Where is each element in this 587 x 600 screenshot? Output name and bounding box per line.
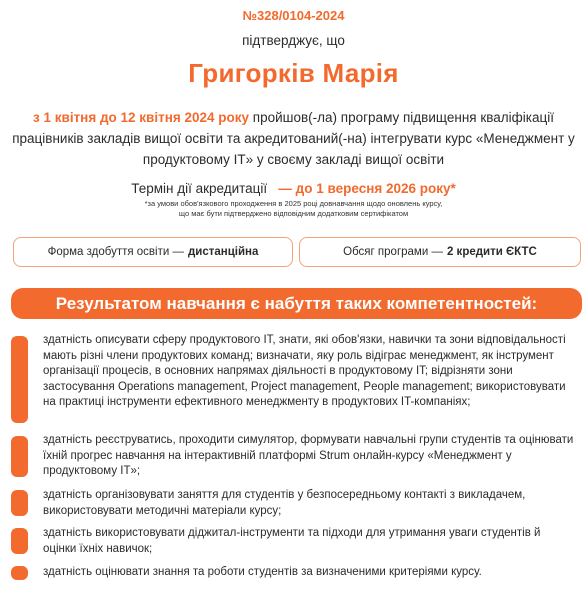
bullet-bar <box>11 336 28 423</box>
program-volume-label: Обсяг програми — <box>343 246 443 258</box>
accreditation-value: — до 1 вересня 2026 року* <box>278 181 456 196</box>
study-form-label: Форма здобуття освіти — <box>47 246 184 258</box>
accreditation-term <box>0 181 587 196</box>
competency-text: здатність використовувати діджитал-інструменти та підходи для утримання уваги студентів й оцінки їхніх навичок; <box>43 527 541 555</box>
bullet-bar <box>11 566 28 580</box>
accreditation-note-line-1: *за умови обов'язкового проходження в 2025 році довнавчання щодо оновлень курсу, <box>144 199 443 208</box>
statement-dates: з 1 квітня до 12 квітня 2024 року <box>33 110 250 125</box>
certificate-number: №328/0104-2024 <box>242 8 345 23</box>
study-form-value: дистанційна <box>187 246 259 258</box>
competency-text: здатність реєструватись, проходити симулятор, формувати навчальні групи студентів та оцінювати їхній прогрес навчання на інтерактивній платформі Strum онлайн-курсу «Менеджмент у продуктовому IT»; <box>43 434 574 477</box>
statement-body: пройшов(-ла) програму підвищення кваліфікації працівників закладів вищої освіти та акредитований(-на) інтегрувати курс «Менеджмент у продуктовому IT» у своєму закладі вищої освіти <box>12 110 575 167</box>
bullet-bar <box>11 528 28 554</box>
competency-text: здатність описувати сферу продуктового IT, знати, які обов'язки, навички та зони відповідальності мають різні члени продуктових команд; визначати, яку роль відіграє менеджмент, як інструмент організації процесів, в основних напрямах діяльності в продуктовому IT; відрізняти зони застосування Operations management, Project management, People management; використовувати на практиці інструменти ефективного менеджменту в продуктових IT-компаніях; <box>43 334 566 408</box>
competency-text: здатність оцінювати знання та роботи студентів за визначеними критеріями курсу. <box>43 566 482 578</box>
results-heading: Результатом навчання є набуття таких компетентностей: <box>11 288 582 319</box>
accreditation-note <box>0 199 587 219</box>
recipient-name: Григорків Марія <box>188 58 399 88</box>
confirms-text: підтверджує, що <box>242 33 345 48</box>
accreditation-label: Термін дії акредитації <box>131 181 268 196</box>
completion-statement <box>8 107 579 170</box>
program-volume-box <box>299 237 581 267</box>
competency-text: здатність організовувати заняття для студентів у безпосередньому контакті з викладачем, використовувати методичні матеріали курсу; <box>43 489 526 517</box>
study-form-box <box>13 237 293 267</box>
bullet-bar <box>11 436 28 477</box>
accreditation-note-line-2: що має бути підтверджено відповідним додатковим сертифікатом <box>178 209 409 218</box>
bullet-bar <box>11 490 28 516</box>
program-volume-value: 2 кредити ЄКТС <box>446 246 537 258</box>
